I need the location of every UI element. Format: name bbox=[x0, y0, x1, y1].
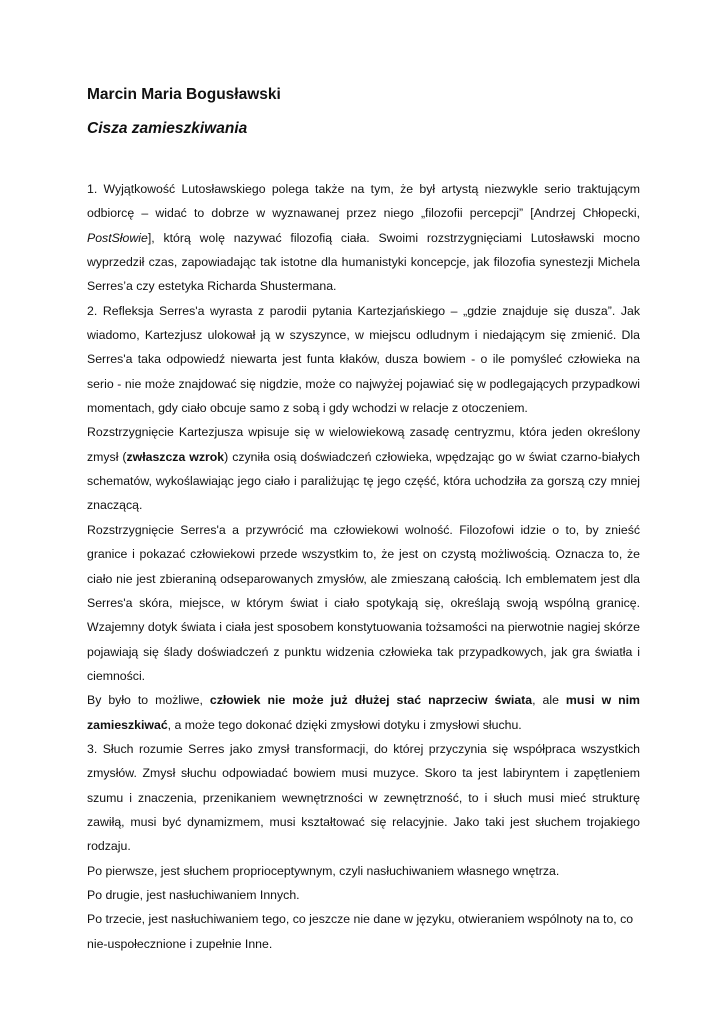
text-segment: Po pierwsze, jest słuchem proprioceptywnym, czyli nasłuchiwaniem własnego wnętrza. bbox=[87, 863, 560, 878]
author-name: Marcin Maria Bogusławski bbox=[87, 86, 281, 103]
paragraph-8 bbox=[87, 883, 640, 907]
text-segment: 3. Słuch rozumie Serres jako zmysł transformacji, do której przyczynia się współpraca wszystkich zmysłów. Zmysł słuchu odpowiadać bowiem musi muzyce. Skoro ta jest labiryntem i zapętleniem szumu i znaczenia, przenikaniem wewnętrzności w zewnętrzność, to i słuch musi mieć strukturę zawiłą, musi być dynamizmem, musi kształtować się relacyjnie. Jako taki jest słuchem trojakiego rodzaju. bbox=[87, 741, 640, 854]
paragraph-2 bbox=[87, 299, 640, 421]
document-title: Cisza zamieszkiwania bbox=[87, 120, 248, 137]
paragraph-5 bbox=[87, 688, 640, 737]
text-segment: ) czyniła osią doświadczeń człowieka, wpędzając go w świat czarno-białych schematów, wykoślawiając jego ciało i paraliżując tę jego część, która uchodziła za gorszą czy mniej znaczącą. bbox=[87, 449, 640, 513]
text-segment: Rozstrzygnięcie Kartezjusza wpisuje się w wielowiekową zasadę centryzmu, która jeden określony zmysł ( bbox=[87, 425, 640, 464]
text-segment-bold: zwłaszcza wzrok bbox=[126, 449, 225, 464]
text-segment: , a może tego dokonać dzięki zmysłowi dotyku i zmysłowi słuchu. bbox=[167, 717, 522, 732]
paragraph-4 bbox=[87, 518, 640, 688]
text-segment: ], którą wolę nazywać filozofią ciała. Swoimi rozstrzygnięciami Lutosławski mocno wyprzedził czas, zapowiadając tak istotne dla humanistyki koncepcje, jak filozofia synestezji Michela Serres’a czy estetyka Richarda Shustermana. bbox=[87, 230, 640, 294]
text-segment: 2. Refleksja Serres'a wyrasta z parodii pytania Kartezjańskiego – „gdzie znajduje się dusza”. Jak wiadomo, Kartezjusz ulokował ją w szyszynce, w miejscu odludnym i niedającym się zmienić. Dla Serres'a taka odpowiedź niewarta jest funta kłaków, dusza bowiem - o ile pomyśleć człowieka na serio - nie może znajdować się nigdzie, może co najwyżej pojawiać się w podlegających przypadkowi momentach, gdy ciało obcuje samo z sobą i gdy wchodzi w relacje z otoczeniem. bbox=[87, 303, 640, 416]
document-page bbox=[87, 83, 640, 956]
text-segment: 1. Wyjątkowość Lutosławskiego polega także na tym, że był artystą niezwykle serio traktującym odbiorcę – widać to dobrze w wyznawanej przez niego „filozofii percepcji” [Andrzej Chłopecki, bbox=[87, 182, 640, 221]
text-segment-bold: człowiek nie może już dłużej stać naprzeciw świata bbox=[209, 693, 533, 708]
text-segment: , ale bbox=[532, 693, 566, 708]
text-segment-italic: PostSłowie bbox=[87, 230, 148, 245]
text-segment-bold: musi w nim zamieszkiwać bbox=[87, 693, 640, 732]
paragraph-3 bbox=[87, 420, 640, 517]
paragraph-7 bbox=[87, 859, 640, 883]
text-segment: Po trzecie, jest nasłuchiwaniem tego, co jeszcze nie dane w języku, otwieraniem wspólnoty na to, co nie-uspołecznione i zupełnie Inne. bbox=[87, 912, 634, 951]
text-segment: Po drugie, jest nasłuchiwaniem Innych. bbox=[87, 887, 300, 902]
paragraph-9 bbox=[87, 907, 640, 956]
paragraph-6 bbox=[87, 737, 640, 859]
text-segment: By było to możliwe, bbox=[87, 693, 210, 708]
paragraph-1 bbox=[87, 177, 640, 299]
text-segment: Rozstrzygnięcie Serres'a a przywrócić ma człowiekowi wolność. Filozofowi idzie o to, by znieść granice i pokazać człowiekowi przede wszystkim to, że jest on czystą możliwością. Oznacza to, że ciało nie jest zbieraniną odseparowanych zmysłów, ale zmieszaną całością. Ich emblematem jest dla Serres'a skóra, miejsce, w którym świat i ciało spotykają się, określają swoją wspólną granicę. Wzajemny dotyk świata i ciała jest sposobem konstytuowania tożsamości na pierwotnie nagiej skórze pojawiają się ślady doświadczeń z punktu widzenia człowieka tak przypadkowych, jak gra światła i ciemności. bbox=[87, 522, 640, 683]
document-body bbox=[87, 177, 640, 956]
